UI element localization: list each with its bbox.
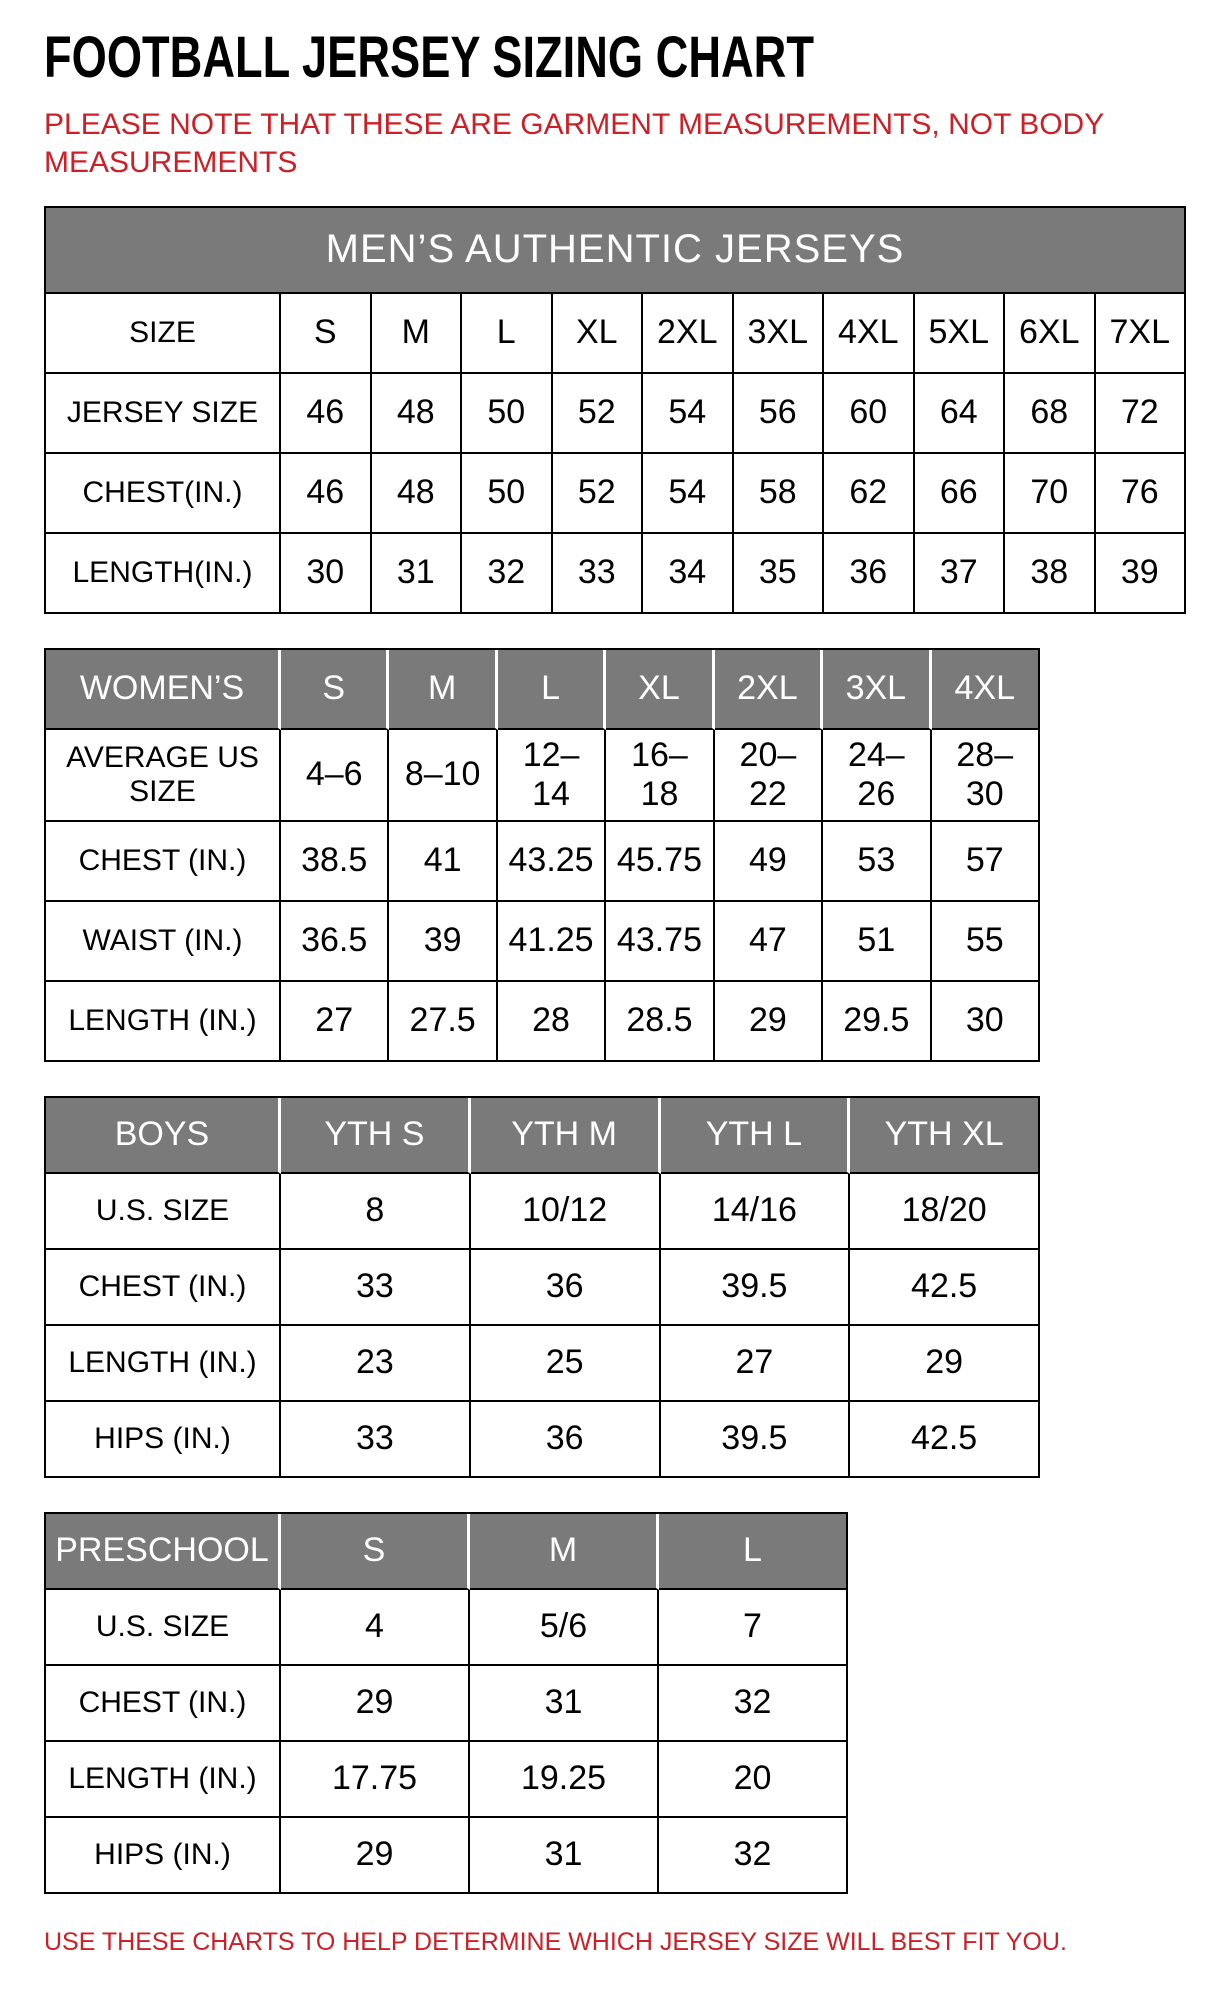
value-cell: 56 — [734, 374, 825, 454]
value-cell: 30 — [932, 982, 1040, 1062]
value-cell: 4–6 — [281, 730, 389, 822]
boys-sizing-table — [44, 1096, 1176, 1478]
value-cell: 4 — [281, 1590, 470, 1666]
column-header: YTH M — [471, 1098, 661, 1174]
value-cell: 27 — [281, 982, 389, 1062]
value-cell: 60 — [824, 374, 915, 454]
table-header-row — [46, 1514, 848, 1590]
value-cell: 43.75 — [606, 902, 714, 982]
value-cell: 52 — [553, 374, 644, 454]
value-cell: 31 — [470, 1666, 659, 1742]
value-cell: 54 — [643, 374, 734, 454]
value-cell: 6XL — [1005, 294, 1096, 374]
table-header-label: BOYS — [46, 1098, 281, 1174]
row-label: LENGTH (IN.) — [46, 1742, 281, 1818]
value-cell: M — [372, 294, 463, 374]
value-cell: 33 — [281, 1250, 471, 1326]
value-cell: 68 — [1005, 374, 1096, 454]
table-row — [46, 730, 1040, 822]
table-row — [46, 902, 1040, 982]
page-title: FOOTBALL JERSEY SIZING CHART — [44, 25, 814, 90]
boys-grid — [44, 1096, 1040, 1478]
table-row — [46, 1666, 848, 1742]
value-cell: 34 — [643, 534, 734, 614]
column-header: L — [659, 1514, 848, 1590]
value-cell: 66 — [915, 454, 1006, 534]
mens-authentic-jerseys-grid — [44, 206, 1186, 614]
preschool-grid — [44, 1512, 848, 1894]
row-label: U.S. SIZE — [46, 1590, 281, 1666]
value-cell: 49 — [715, 822, 823, 902]
value-cell: 7XL — [1096, 294, 1187, 374]
value-cell: 50 — [462, 374, 553, 454]
value-cell: 12–14 — [498, 730, 606, 822]
table-row — [46, 1250, 1040, 1326]
preschool-sizing-table — [44, 1512, 1176, 1894]
table-row — [46, 1174, 1040, 1250]
table-row — [46, 1326, 1040, 1402]
value-cell: 52 — [553, 454, 644, 534]
value-cell: 70 — [1005, 454, 1096, 534]
value-cell: 50 — [462, 454, 553, 534]
value-cell: 54 — [643, 454, 734, 534]
value-cell: 8 — [281, 1174, 471, 1250]
value-cell: 30 — [281, 534, 372, 614]
row-label: HIPS (IN.) — [46, 1402, 281, 1478]
table-row — [46, 1818, 848, 1894]
value-cell: 33 — [553, 534, 644, 614]
value-cell: 36.5 — [281, 902, 389, 982]
row-label: AVERAGE US SIZE — [46, 730, 281, 822]
column-header: 3XL — [823, 650, 931, 730]
value-cell: 48 — [372, 374, 463, 454]
table-row — [46, 822, 1040, 902]
value-cell: 29 — [850, 1326, 1040, 1402]
value-cell: 47 — [715, 902, 823, 982]
womens-grid — [44, 648, 1040, 1062]
value-cell: 36 — [471, 1250, 661, 1326]
value-cell: 41 — [389, 822, 497, 902]
value-cell: 55 — [932, 902, 1040, 982]
value-cell: 37 — [915, 534, 1006, 614]
value-cell: 23 — [281, 1326, 471, 1402]
table-header-row — [46, 1098, 1040, 1174]
value-cell: 32 — [659, 1818, 848, 1894]
womens-sizing-table — [44, 648, 1176, 1062]
value-cell: 27 — [661, 1326, 851, 1402]
value-cell: 38 — [1005, 534, 1096, 614]
value-cell: 28.5 — [606, 982, 714, 1062]
value-cell: 46 — [281, 374, 372, 454]
value-cell: 42.5 — [850, 1250, 1040, 1326]
value-cell: 42.5 — [850, 1402, 1040, 1478]
value-cell: 39 — [1096, 534, 1187, 614]
value-cell: 39.5 — [661, 1250, 851, 1326]
value-cell: 4XL — [824, 294, 915, 374]
value-cell: 43.25 — [498, 822, 606, 902]
value-cell: 62 — [824, 454, 915, 534]
value-cell: 16–18 — [606, 730, 714, 822]
value-cell: L — [462, 294, 553, 374]
column-header: S — [281, 1514, 470, 1590]
table-row — [46, 1402, 1040, 1478]
column-header: 4XL — [932, 650, 1040, 730]
table-banner: MEN’S AUTHENTIC JERSEYS — [46, 208, 1186, 294]
table-row — [46, 534, 1186, 614]
value-cell: 5/6 — [470, 1590, 659, 1666]
garment-measurements-note: PLEASE NOTE THAT THESE ARE GARMENT MEASUREMENTS, NOT BODY MEASUREMENTS — [44, 107, 1104, 179]
value-cell: 35 — [734, 534, 825, 614]
value-cell: 57 — [932, 822, 1040, 902]
value-cell: 36 — [824, 534, 915, 614]
value-cell: 45.75 — [606, 822, 714, 902]
table-header-label: WOMEN’S — [46, 650, 281, 730]
row-label: U.S. SIZE — [46, 1174, 281, 1250]
value-cell: 64 — [915, 374, 1006, 454]
column-header: L — [498, 650, 606, 730]
row-label: CHEST(IN.) — [46, 454, 281, 534]
value-cell: 25 — [471, 1326, 661, 1402]
table-header-label: PRESCHOOL — [46, 1514, 281, 1590]
footer-note: USE THESE CHARTS TO HELP DETERMINE WHICH JERSEY SIZE WILL BEST FIT YOU. — [44, 1927, 1067, 1956]
value-cell: 38.5 — [281, 822, 389, 902]
value-cell: 41.25 — [498, 902, 606, 982]
value-cell: 58 — [734, 454, 825, 534]
value-cell: 76 — [1096, 454, 1187, 534]
table-header-row — [46, 650, 1040, 730]
value-cell: 28–30 — [932, 730, 1040, 822]
column-header: M — [470, 1514, 659, 1590]
value-cell: 32 — [659, 1666, 848, 1742]
row-label: CHEST (IN.) — [46, 822, 281, 902]
value-cell: 27.5 — [389, 982, 497, 1062]
value-cell: 20 — [659, 1742, 848, 1818]
row-label: SIZE — [46, 294, 281, 374]
value-cell: 29 — [281, 1818, 470, 1894]
value-cell: 51 — [823, 902, 931, 982]
mens-authentic-jerseys-table — [44, 206, 1176, 614]
value-cell: 29.5 — [823, 982, 931, 1062]
value-cell: 29 — [715, 982, 823, 1062]
value-cell: 39.5 — [661, 1402, 851, 1478]
column-header: XL — [606, 650, 714, 730]
value-cell: 46 — [281, 454, 372, 534]
table-row — [46, 454, 1186, 534]
value-cell: 2XL — [643, 294, 734, 374]
row-label: LENGTH (IN.) — [46, 982, 281, 1062]
value-cell: 53 — [823, 822, 931, 902]
value-cell: 72 — [1096, 374, 1187, 454]
value-cell: 31 — [372, 534, 463, 614]
value-cell: 48 — [372, 454, 463, 534]
value-cell: 32 — [462, 534, 553, 614]
column-header: 2XL — [715, 650, 823, 730]
column-header: YTH L — [661, 1098, 851, 1174]
row-label: WAIST (IN.) — [46, 902, 281, 982]
value-cell: 3XL — [734, 294, 825, 374]
value-cell: 8–10 — [389, 730, 497, 822]
table-row — [46, 1590, 848, 1666]
value-cell: 20–22 — [715, 730, 823, 822]
table-row — [46, 294, 1186, 374]
column-header: S — [281, 650, 389, 730]
value-cell: XL — [553, 294, 644, 374]
column-header: M — [389, 650, 497, 730]
value-cell: 39 — [389, 902, 497, 982]
column-header: YTH XL — [850, 1098, 1040, 1174]
value-cell: 31 — [470, 1818, 659, 1894]
value-cell: 7 — [659, 1590, 848, 1666]
value-cell: 28 — [498, 982, 606, 1062]
row-label: LENGTH (IN.) — [46, 1326, 281, 1402]
table-row — [46, 1742, 848, 1818]
value-cell: 24–26 — [823, 730, 931, 822]
value-cell: 17.75 — [281, 1742, 470, 1818]
row-label: LENGTH(IN.) — [46, 534, 281, 614]
value-cell: 18/20 — [850, 1174, 1040, 1250]
table-banner-row — [46, 208, 1186, 294]
value-cell: 5XL — [915, 294, 1006, 374]
value-cell: 14/16 — [661, 1174, 851, 1250]
table-row — [46, 374, 1186, 454]
row-label: CHEST (IN.) — [46, 1250, 281, 1326]
row-label: JERSEY SIZE — [46, 374, 281, 454]
column-header: YTH S — [281, 1098, 471, 1174]
value-cell: 29 — [281, 1666, 470, 1742]
row-label: CHEST (IN.) — [46, 1666, 281, 1742]
value-cell: 10/12 — [471, 1174, 661, 1250]
value-cell: S — [281, 294, 372, 374]
table-row — [46, 982, 1040, 1062]
value-cell: 36 — [471, 1402, 661, 1478]
row-label: HIPS (IN.) — [46, 1818, 281, 1894]
value-cell: 33 — [281, 1402, 471, 1478]
value-cell: 19.25 — [470, 1742, 659, 1818]
